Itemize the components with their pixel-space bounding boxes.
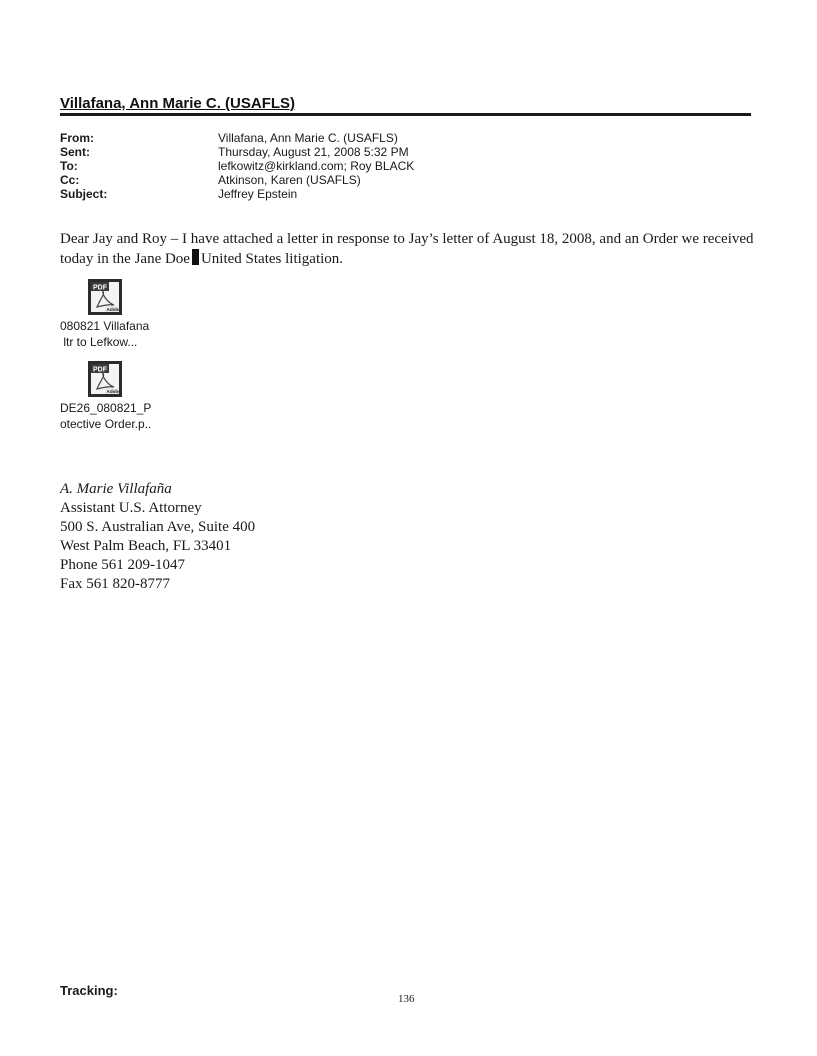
pdf-badge: PDF	[93, 366, 107, 374]
attachment-1-name-line2: ltr to Lefkow...	[60, 335, 138, 349]
adobe-label: Adobe	[106, 307, 121, 312]
email-body	[60, 229, 760, 269]
tracking-label: Tracking:	[60, 983, 118, 998]
pdf-icon[interactable]	[88, 279, 122, 315]
body-text-part1: Dear Jay and Roy – I have attached a letter in response to Jay’s letter of August 18, 2008, and an Order we received today in the Jane Doe	[60, 231, 754, 267]
cc-label: Cc:	[60, 173, 80, 187]
sent-label: Sent:	[60, 145, 90, 159]
from-value: Villafana, Ann Marie C. (USAFLS)	[218, 131, 398, 145]
adobe-label: Adobe	[106, 389, 121, 394]
to-value: lefkowitz@kirkland.com; Roy BLACK	[218, 159, 415, 173]
attachment-1-name-line1: 080821 Villafana	[60, 319, 150, 333]
body-text-part2: United States litigation.	[200, 251, 344, 267]
subject-label: Subject:	[60, 187, 108, 201]
header-divider	[60, 113, 751, 116]
signature-phone: Phone 561 209-1047	[60, 557, 185, 573]
signature-title: Assistant U.S. Attorney	[60, 500, 202, 516]
sender-heading: Villafana, Ann Marie C. (USAFLS)	[60, 95, 296, 112]
sent-value: Thursday, August 21, 2008 5:32 PM	[218, 145, 409, 159]
to-label: To:	[60, 159, 78, 173]
signature-address-line1: 500 S. Australian Ave, Suite 400	[60, 519, 256, 535]
from-label: From:	[60, 131, 94, 145]
subject-value: Jeffrey Epstein	[218, 187, 298, 201]
pdf-icon[interactable]	[88, 361, 122, 397]
attachment-2-name-line1: DE26_080821_P	[60, 401, 152, 415]
page-number: 136	[398, 993, 415, 1005]
pdf-badge: PDF	[93, 284, 107, 292]
attachment-2-name-line2: otective Order.p..	[60, 417, 152, 431]
signature-block	[60, 480, 255, 594]
signature-name: A. Marie Villafaña	[60, 481, 172, 497]
cc-value: Atkinson, Karen (USAFLS)	[218, 173, 361, 187]
signature-address-line2: West Palm Beach, FL 33401	[60, 538, 232, 554]
redaction-mark	[192, 249, 199, 265]
signature-fax: Fax 561 820-8777	[60, 576, 170, 592]
